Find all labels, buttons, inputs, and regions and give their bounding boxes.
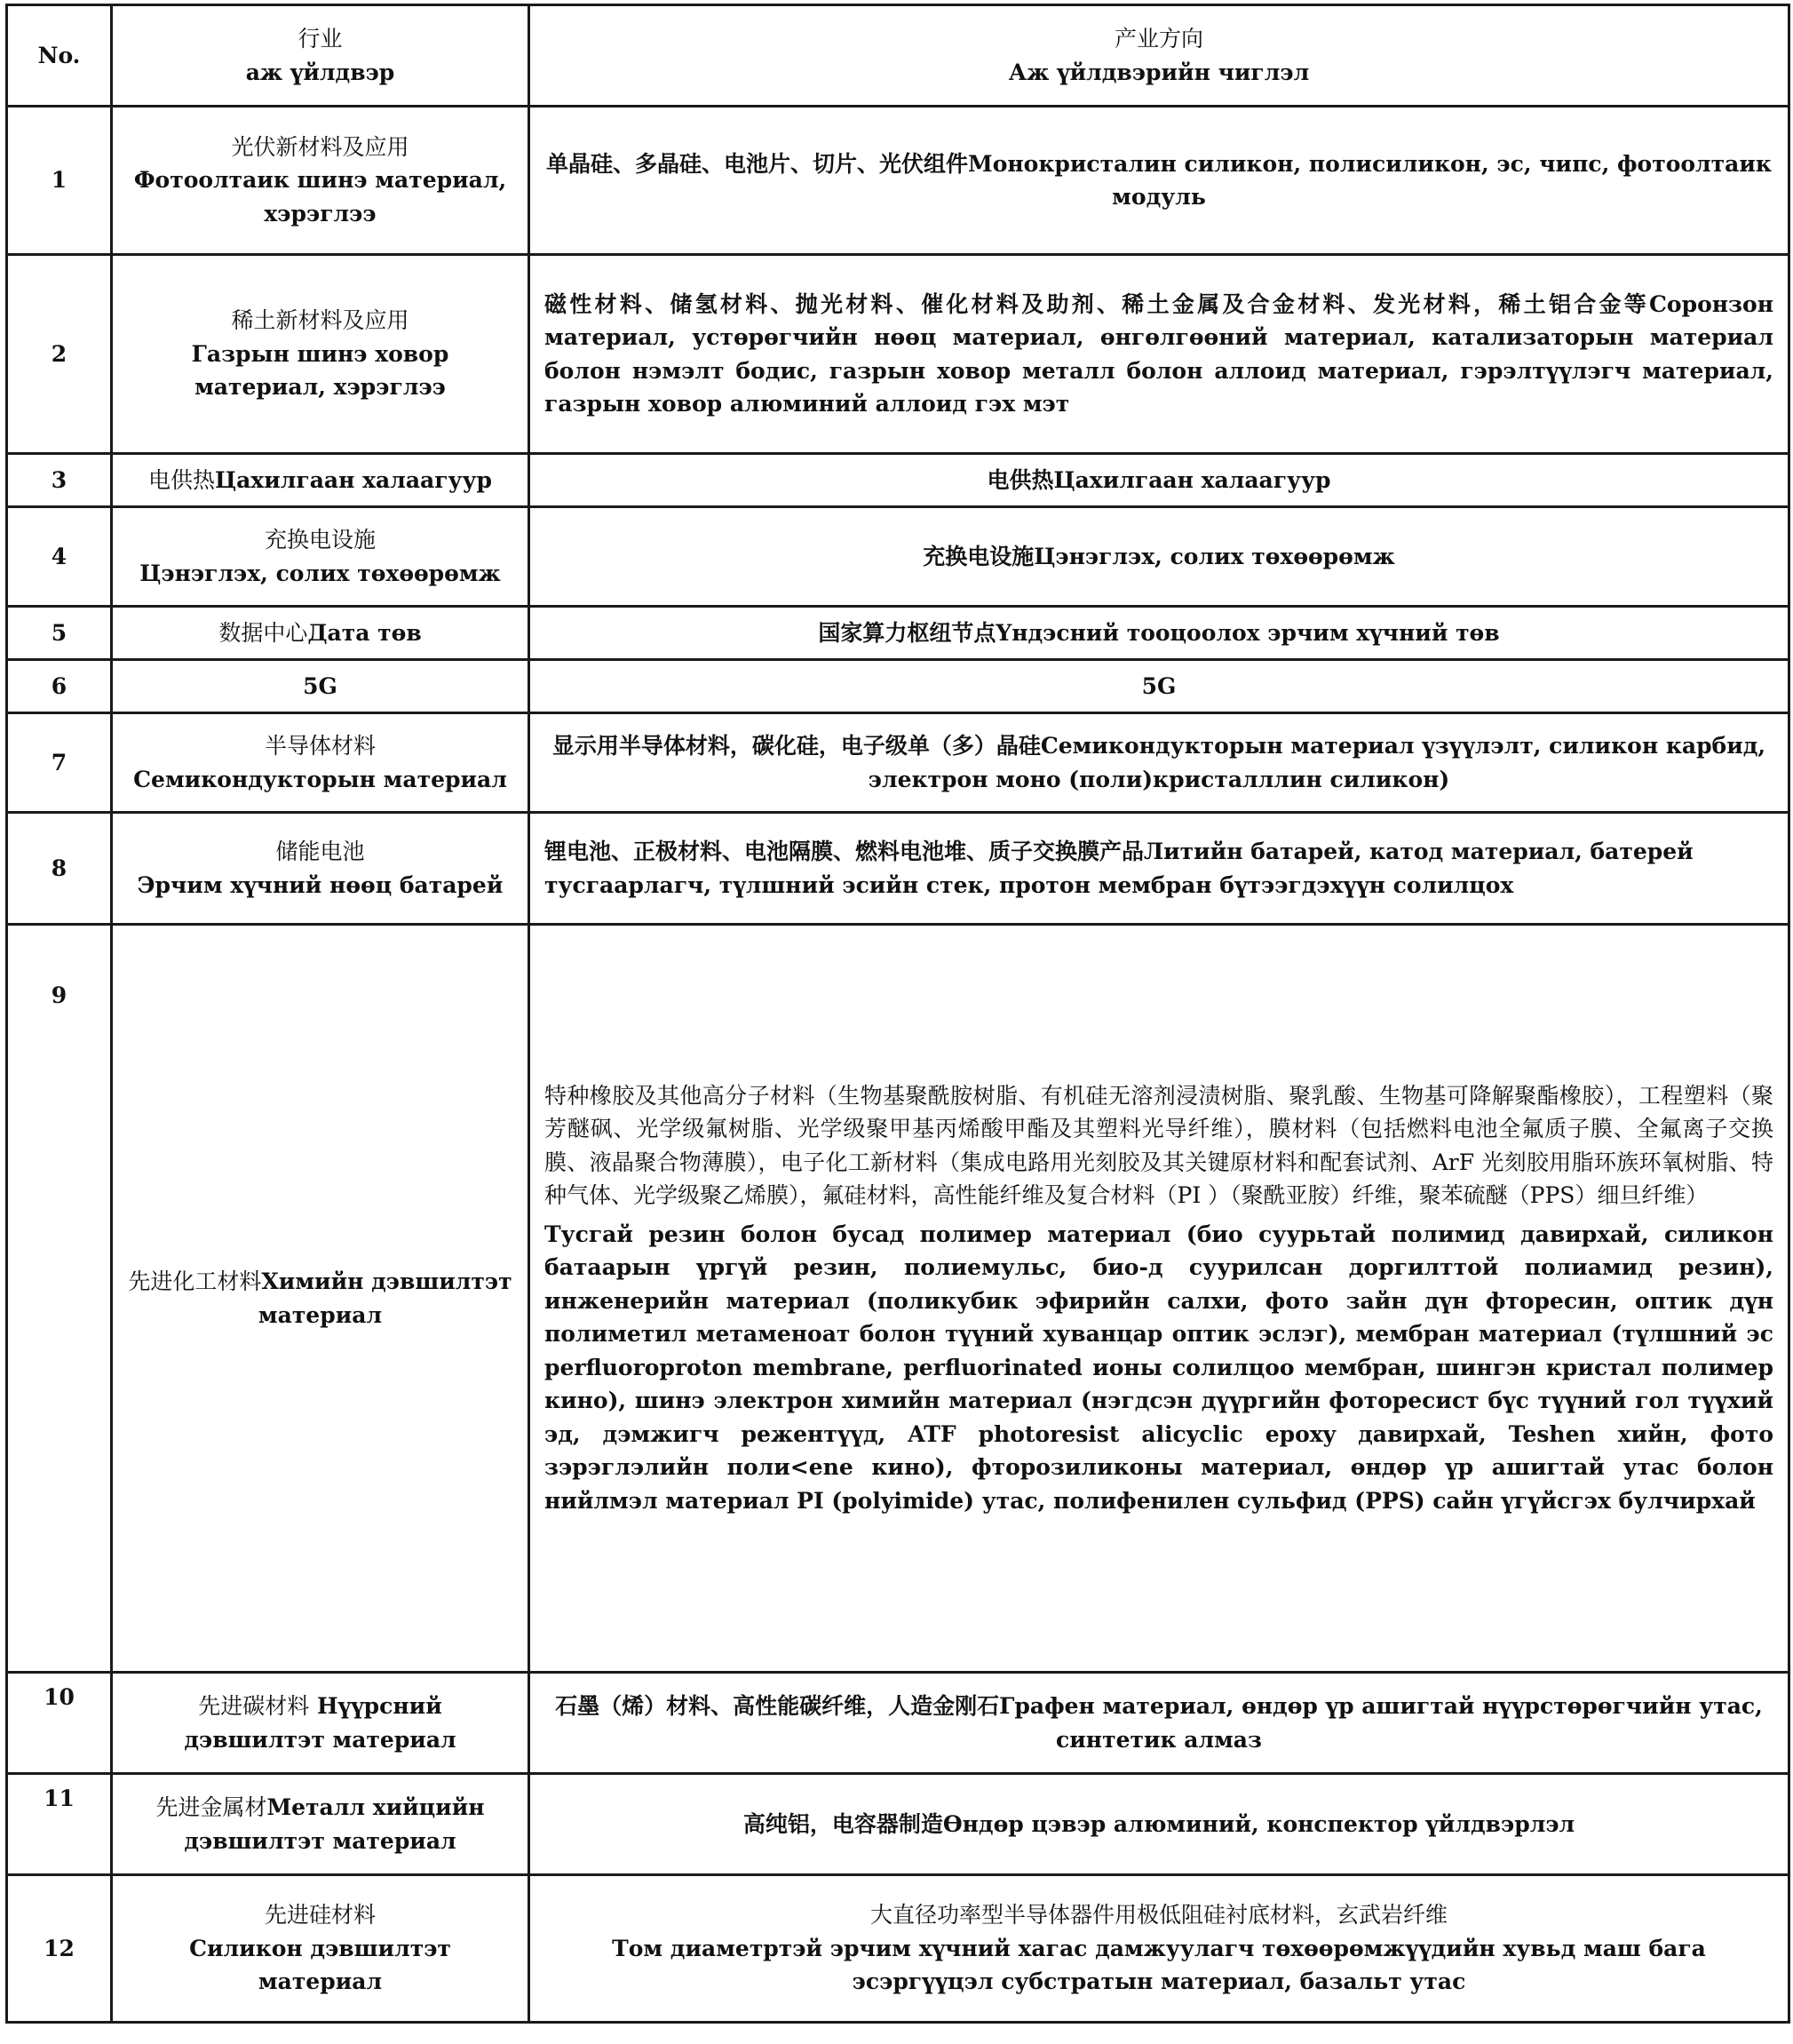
row-number: 10 [7,1673,112,1774]
row-number: 4 [7,507,112,607]
industry-mn: Цахилгаан халаагуур [214,466,493,493]
direction-zh: 大直径功率型半导体器件用极低阻硅衬底材料，玄武岩纤维 [869,1902,1448,1929]
row-number: 7 [7,713,112,813]
direction-cell: 电供热Цахилгаан халаагуур [529,454,1789,507]
direction-mn: Тусгай резин болон бусад полимер материал (био суурьтай полимид давирхай, силикон батаарын үргүй резин, полиемульс, био-д суурилсан доргилттой полиамид резин), инженерийн материал (поликубик эфирийн салхи, фото зайн дүн фторесин, оптик дүн полиметил метаменоат болон түүний хуванцар оптик эслэг), мембран материал (түлшний эс perfluoroproton membrane, perfluorinated ионы солилцоо мембран, шингэн кристал полимер кино), шинэ электрон химийн материал (нэгдсэн дүүргийн фоторесист бүс түүний гол түүхий эд, дэмжигч режентүүд, ATF photoresist alicyclic epoxy давирхай, Teshen хийн, фото зэрэглэлийн поли<ene кино), фторозиликоны материал, өндөр үр ашигтай утас болон нийлмэл материал PI (polyimide) утас, полифенилен сульфид (PPS) сайн үгүйсгэх булчирхай [544,1221,1773,1514]
industry-mn: Нүүрсний дэвшилтэт материал [184,1693,456,1753]
table-row [7,107,1789,255]
table-row [7,1875,1789,2023]
industry-cell [112,107,529,255]
industry-zh: 先进金属材 [155,1794,267,1820]
industry-cell [112,660,529,713]
industry-zh: 5G [303,672,337,699]
industry-zh: 稀土新材料及应用 [231,307,409,334]
industry-cell [112,607,529,660]
direction-cell: 石墨（烯）材料、高性能碳纤维，人造金刚石Графен материал, өндөр үр ашигтай нүүрстөрөгчийн утас, синтетик алмаз [529,1673,1789,1774]
industry-zh: 半导体材料 [264,733,376,759]
direction-cell [529,925,1789,1673]
header-industry-mn: аж үйлдвэр [245,59,395,85]
header-industry-zh: 行业 [298,26,343,52]
row-number: 2 [7,255,112,454]
industry-table [5,4,1790,2024]
direction-cell: 高纯铝，电容器制造Өндөр цэвэр алюминий, конспектор үйлдвэрлэл [529,1774,1789,1875]
row-number: 12 [7,1875,112,2023]
table-row [7,713,1789,813]
direction-mn: Том диаметртэй эрчим хүчний хагас дамжуулагч төхөөрөмжүүдийн хувьд маш бага эсэргүүцэл субстратын материал, базальт утас [612,1935,1706,1995]
direction-cell: 5G [529,660,1789,713]
table-row [7,607,1789,660]
industry-zh: 先进碳材料 [198,1693,310,1719]
industry-mn: Фотоолтаик шинэ материал, хэрэглээ [133,167,507,227]
industry-zh: 电供热 [147,466,215,493]
industry-cell [112,925,529,1673]
industry-cell [112,454,529,507]
industry-zh: 先进化工材料 [128,1269,262,1294]
direction-cell: 国家算力枢纽节点Үндэсний тооцоолох эрчим хүчний төв [529,607,1789,660]
table-row [7,507,1789,607]
direction-cell: 磁性材料、储氢材料、抛光材料、催化材料及助剂、稀土金属及合金材料、发光材料，稀土铝合金等Соронзон материал, устөрөгчийн нөөц материал, өнгөлгөөний материал, катализаторын материал болон нэмэлт бодис, газрын ховор металл болон аллоид материал, гэрэлтүүлэгч материал, газрын ховор алюминий аллоид гэх мэт [529,255,1789,454]
row-number: 8 [7,813,112,925]
industry-cell [112,507,529,607]
table-row [7,925,1789,1673]
table-row [7,454,1789,507]
industry-mn: Дата төв [307,619,422,646]
industry-mn: Цэнэглэх, солих төхөөрөмж [139,560,501,586]
row-number: 6 [7,660,112,713]
industry-mn: Металл хийцийн дэвшилтэт материал [184,1794,485,1854]
industry-mn: Газрын шинэ ховор материал, хэрэглээ [191,340,449,401]
direction-cell: 显示用半导体材料，碳化硅，电子级单（多）晶硅Семикондукторын материал үзүүлэлт, силикон карбид, электрон моно (поли)кристалллин силикон) [529,713,1789,813]
direction-cell [529,1875,1789,2023]
industry-cell [112,1774,529,1875]
industry-cell [112,713,529,813]
header-row [7,5,1789,107]
table-row [7,1774,1789,1875]
header-industry [112,5,529,107]
industry-cell [112,1673,529,1774]
industry-cell [112,1875,529,2023]
industry-cell [112,255,529,454]
industry-mn: Эрчим хүчний нөөц батарей [137,871,504,898]
direction-cell: 单晶硅、多晶硅、电池片、切片、光伏组件Монокристалин силикон, полисиликон, эс, чипс, фотоолтаик модуль [529,107,1789,255]
header-direction [529,5,1789,107]
industry-mn: Химийн дэвшилтэт материал [258,1269,512,1328]
industry-zh: 数据中心 [218,619,308,646]
header-direction-mn: Аж үйлдвэрийн чиглэл [1008,59,1310,85]
industry-zh: 储能电池 [275,839,365,864]
industry-mn: Силикон дэвшилтэт материал [189,1935,451,1995]
header-direction-zh: 产业方向 [1114,26,1203,52]
industry-mn: Семикондукторын материал [133,766,507,792]
row-number: 9 [7,925,112,1673]
direction-zh: 特种橡胶及其他高分子材料（生物基聚酰胺树脂、有机硅无溶剂浸渍树脂、聚乳酸、生物基可降解聚酯橡胶），工程塑料（聚芳醚砜、光学级氟树脂、光学级聚甲基丙烯酸甲酯及其塑料光导纤维），膜材料（包括燃料电池全氟质子膜、全氟离子交换膜、液晶聚合物薄膜），电子化工新材料（集成电路用光刻胶及其关键原材料和配套试剂、ArF 光刻胶用脂环族环氧树脂、特种气体、光学级聚乙烯膜），氟硅材料，高性能纤维及复合材料（PI ）（聚酰亚胺）纤维，聚苯硫醚（PPS）细旦纤维） [544,1082,1773,1209]
table-row [7,255,1789,454]
table-row [7,1673,1789,1774]
industry-zh: 充换电设施 [264,527,376,553]
industry-zh: 光伏新材料及应用 [231,133,409,160]
direction-cell: 充换电设施Цэнэглэх, солих төхөөрөмж [529,507,1789,607]
industry-cell [112,813,529,925]
row-number: 5 [7,607,112,660]
row-number: 1 [7,107,112,255]
table-row [7,660,1789,713]
industry-zh: 先进硅材料 [264,1902,376,1929]
direction-cell: 锂电池、正极材料、电池隔膜、燃料电池堆、质子交换膜产品Литийн батарей, катод материал, батерей тусгаарлагч, түлшний эсийн стек, протон мембран бүтээгдэхүүн солилцох [529,813,1789,925]
header-no: No. [7,5,112,107]
table-row [7,813,1789,925]
row-number: 3 [7,454,112,507]
row-number: 11 [7,1774,112,1875]
